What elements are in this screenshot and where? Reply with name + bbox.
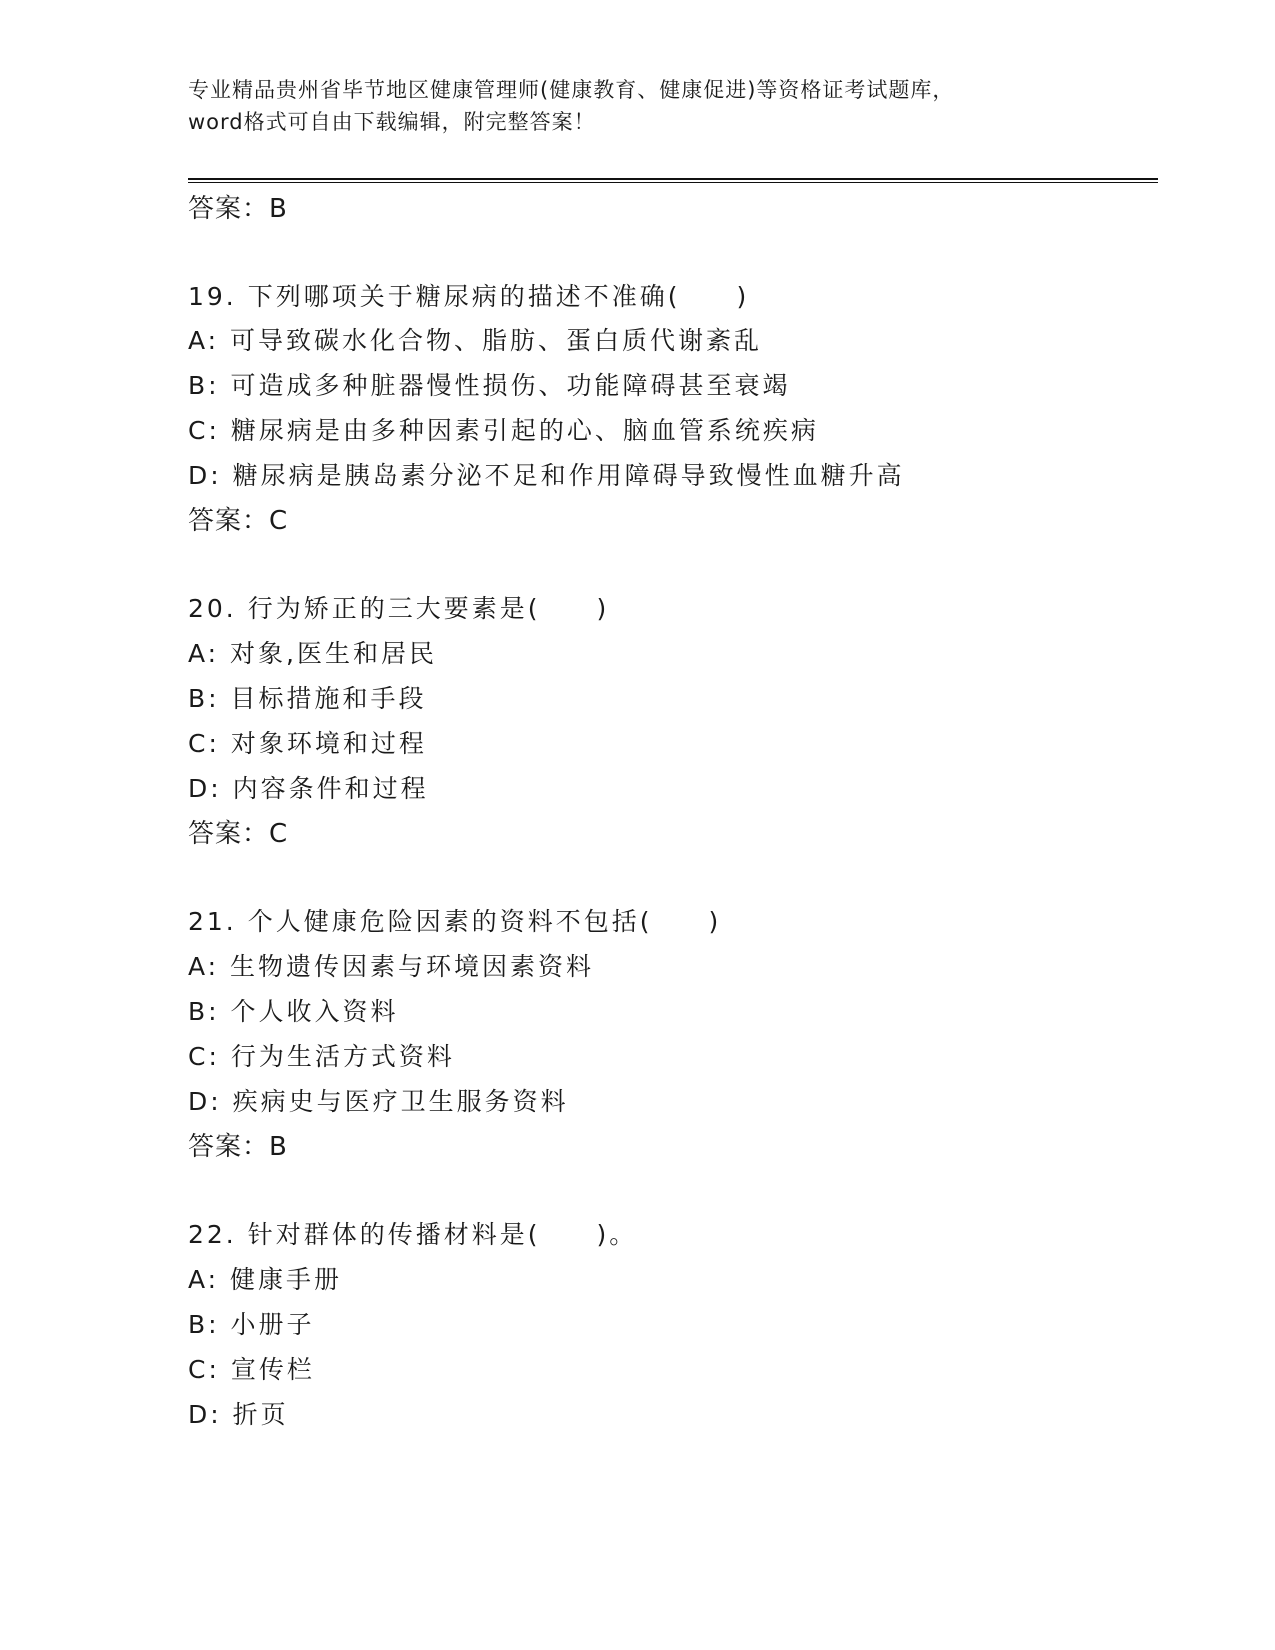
header-line-1: 专业精品贵州省毕节地区健康管理师(健康教育、健康促进)等资格证考试题库， [188, 78, 955, 102]
option-c: C: 对象环境和过程 [188, 729, 427, 758]
question-20: 20. 行为矫正的三大要素是( ) [188, 594, 610, 623]
option-a: A: 对象,医生和居民 [188, 639, 437, 668]
answer-line: 答案：B [188, 1132, 288, 1162]
option-b: B: 个人收入资料 [188, 997, 399, 1026]
option-a: A: 健康手册 [188, 1265, 343, 1294]
document-header [188, 74, 1088, 138]
option-c: C: 行为生活方式资料 [188, 1042, 455, 1071]
answer-line: 答案：C [188, 506, 289, 536]
question-21: 21. 个人健康危险因素的资料不包括( ) [188, 907, 722, 936]
header-line-2: word格式可自由下载编辑，附完整答案！ [188, 110, 596, 134]
header-divider-thick [188, 178, 1158, 180]
option-a: A: 可导致碳水化合物、脂肪、蛋白质代谢紊乱 [188, 326, 763, 355]
option-d: D: 糖尿病是胰岛素分泌不足和作用障碍导致慢性血糖升高 [188, 461, 905, 490]
header-divider-thin [188, 182, 1158, 183]
question-19: 19. 下列哪项关于糖尿病的描述不准确( ) [188, 282, 750, 311]
answer-line: 答案：C [188, 819, 289, 849]
option-a: A: 生物遗传因素与环境因素资料 [188, 952, 595, 981]
option-c: C: 糖尿病是由多种因素引起的心、脑血管系统疾病 [188, 416, 819, 445]
option-b: B: 小册子 [188, 1310, 315, 1339]
option-d: D: 折页 [188, 1400, 289, 1429]
option-d: D: 内容条件和过程 [188, 774, 429, 803]
option-d: D: 疾病史与医疗卫生服务资料 [188, 1087, 569, 1116]
option-c: C: 宣传栏 [188, 1355, 315, 1384]
answer-line: 答案：B [188, 194, 288, 224]
option-b: B: 可造成多种脏器慢性损伤、功能障碍甚至衰竭 [188, 371, 791, 400]
question-22: 22. 针对群体的传播材料是( )。 [188, 1220, 638, 1249]
option-b: B: 目标措施和手段 [188, 684, 427, 713]
